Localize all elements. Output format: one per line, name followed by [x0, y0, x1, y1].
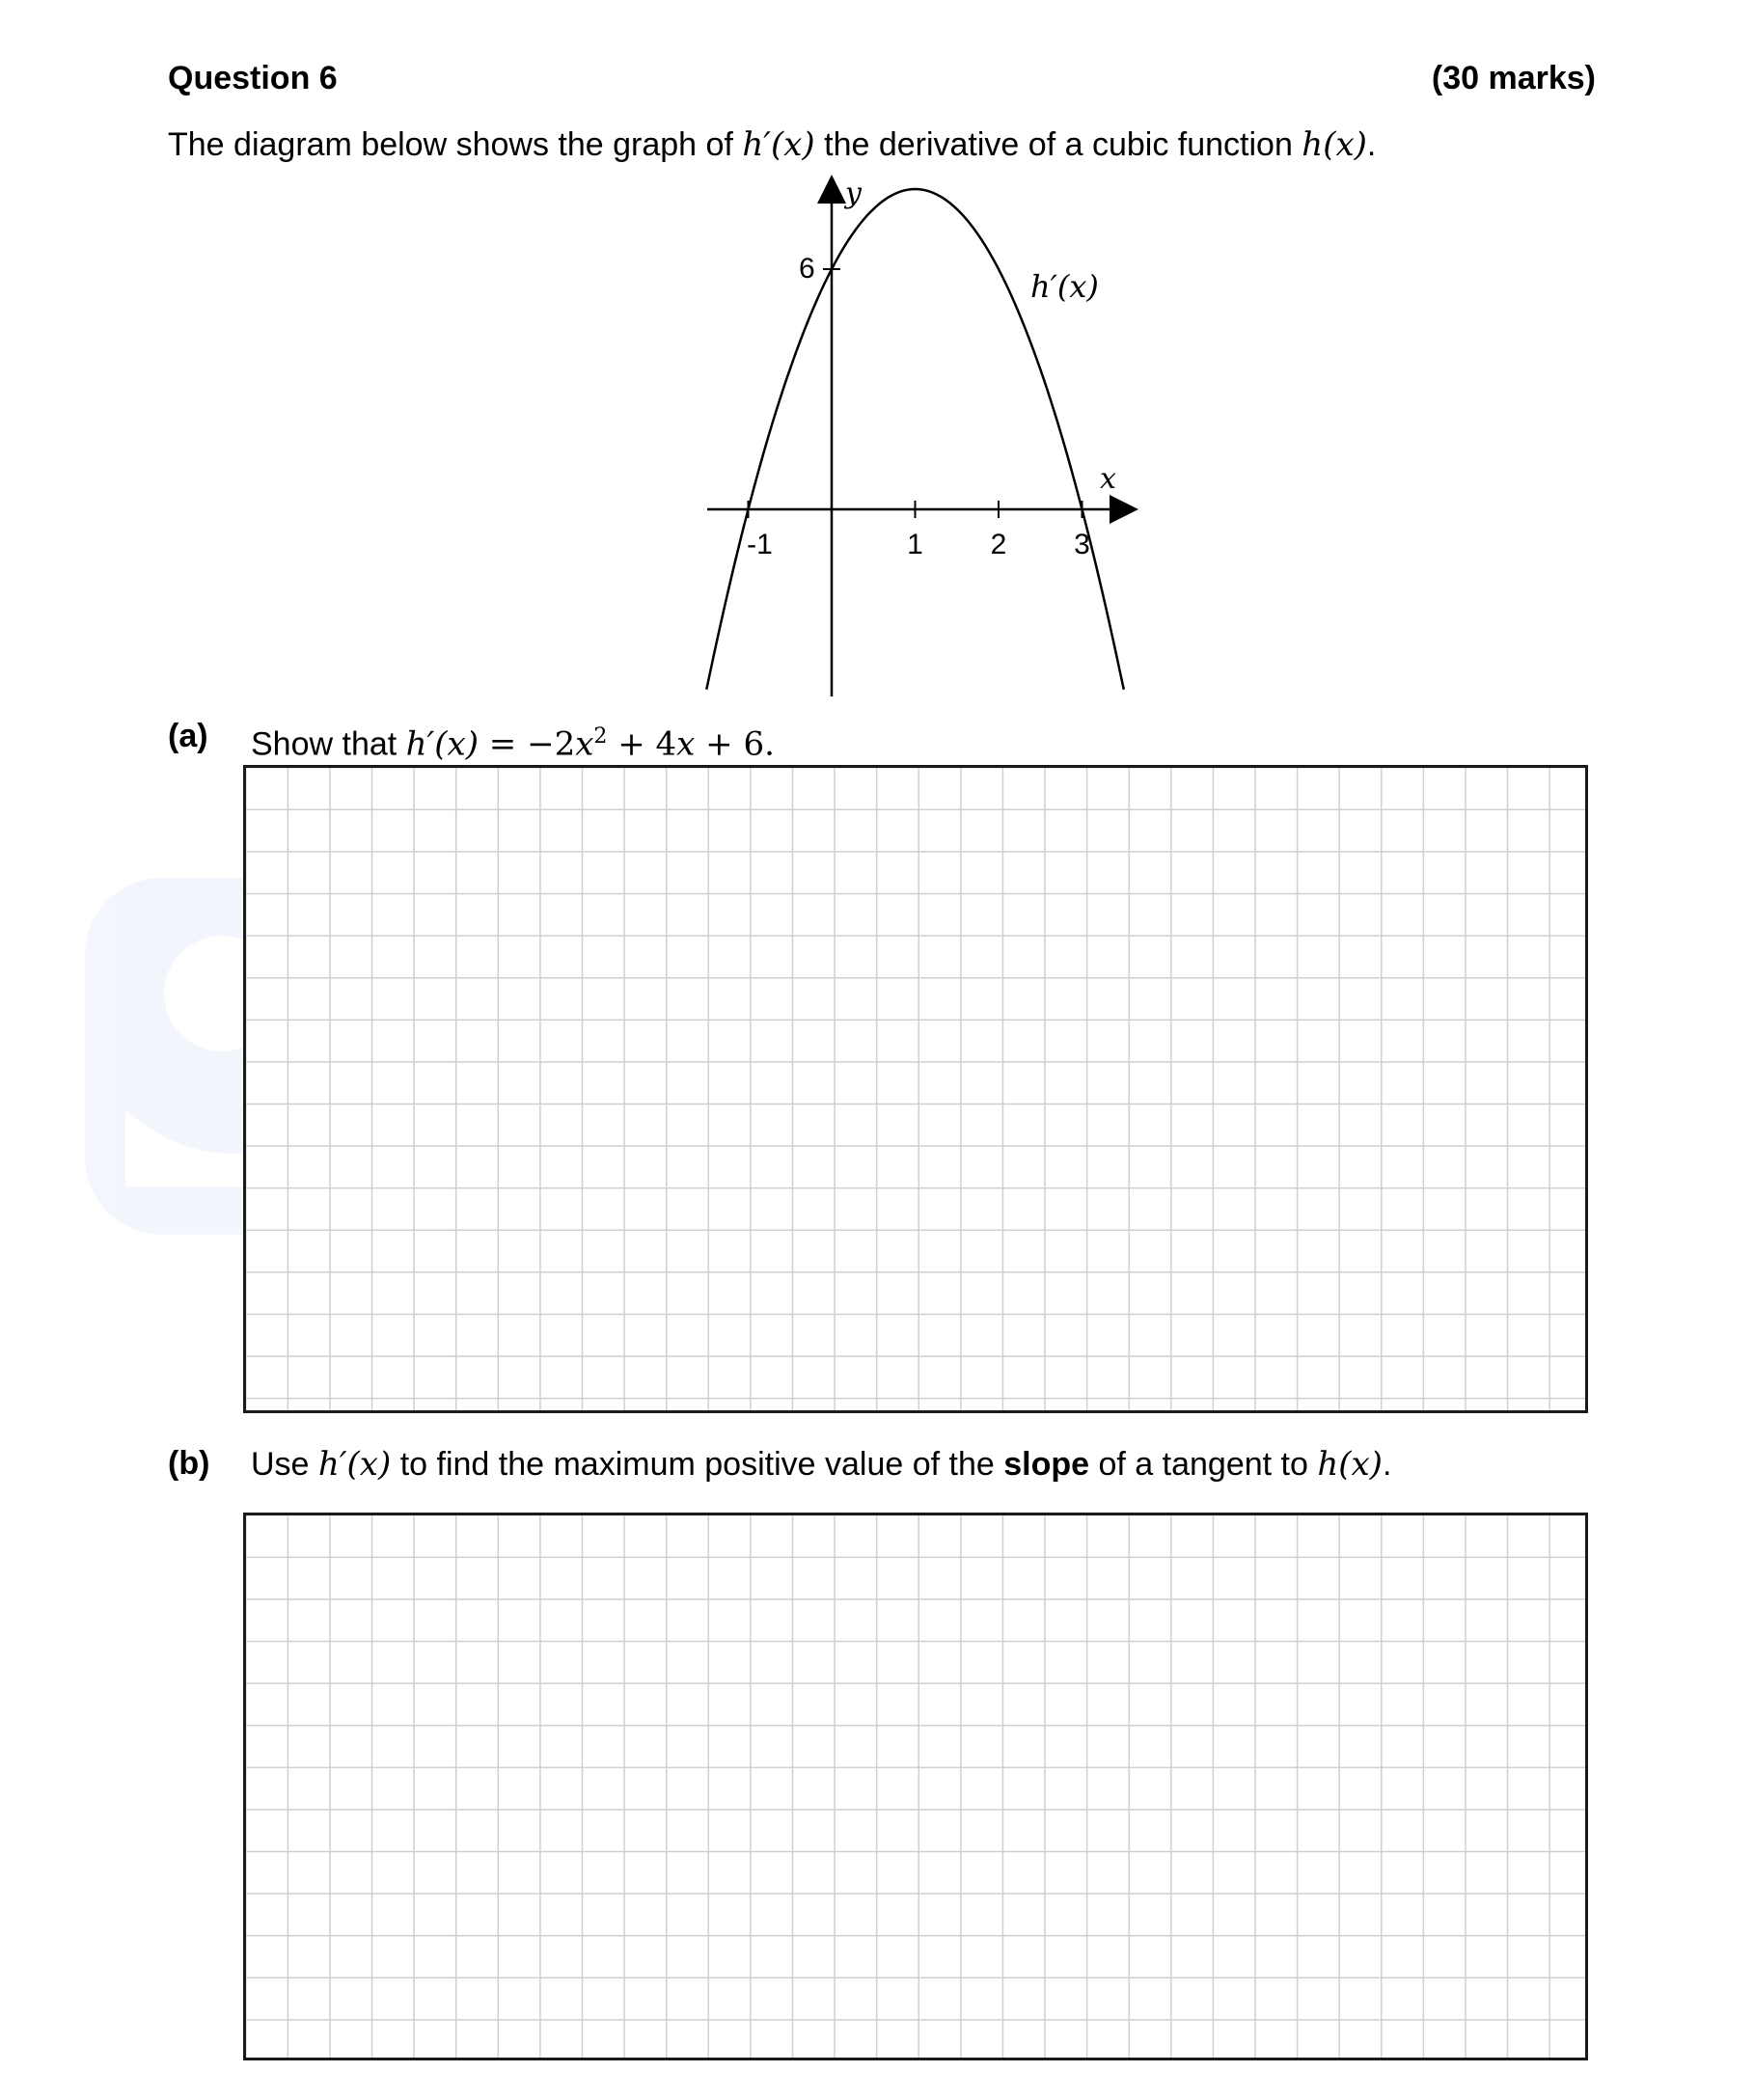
part-a-expr-sup: 2 [593, 724, 608, 749]
intro-expr-derivative: h′(x) [742, 125, 815, 164]
x-tick-labels [747, 529, 1090, 560]
part-b-text-mid: to find the maximum positive value of the [391, 1446, 1004, 1483]
intro-text-middle: the derivative of a cubic function [814, 126, 1302, 163]
part-b-label: (b) [168, 1445, 210, 1482]
intro-expr-function: h(x) [1302, 125, 1367, 164]
x-tick-label: -1 [747, 529, 773, 560]
part-a-expr-x: x [575, 724, 594, 764]
answer-grid-part-b[interactable] [243, 1513, 1588, 2060]
part-b-text-before: Use [251, 1446, 318, 1483]
part-a-expr-lhs: h′(x) [405, 724, 479, 764]
part-b-prompt [251, 1443, 1391, 1486]
derivative-graph [0, 0, 1754, 733]
question-marks: (30 marks) [1431, 60, 1596, 96]
part-b-text-after: of a tangent to [1089, 1446, 1318, 1483]
part-a-prompt [251, 716, 775, 765]
part-a-expr-eq: = −2 [478, 724, 576, 764]
y-axis-label: y [845, 177, 862, 210]
derivative-curve [706, 189, 1124, 690]
x-tick-label: 2 [990, 529, 1007, 560]
part-a-label: (a) [168, 718, 208, 754]
part-b-bold-word: slope [1003, 1446, 1090, 1483]
question-title: Question 6 [168, 60, 338, 96]
intro-text-end: . [1366, 126, 1377, 163]
part-a-expr-end: + 6. [695, 724, 775, 764]
part-b-text-end: . [1382, 1446, 1392, 1483]
part-a-expr-mid: + 4 [607, 724, 677, 764]
part-b-expr-function: h(x) [1317, 1445, 1383, 1484]
answer-grid-part-a[interactable] [243, 765, 1588, 1413]
x-axis-label: x [1100, 462, 1116, 496]
y-intercept-label: 6 [799, 253, 815, 285]
intro-text-before: The diagram below shows the graph of [168, 126, 743, 163]
curve-label: h′(x) [1030, 268, 1099, 305]
part-a-expr-x2: x [676, 724, 696, 764]
part-b-expr-derivative: h′(x) [317, 1445, 392, 1484]
x-tick-label: 3 [1074, 529, 1090, 560]
x-tick-label: 1 [907, 529, 923, 560]
part-a-text-before: Show that [251, 725, 406, 763]
